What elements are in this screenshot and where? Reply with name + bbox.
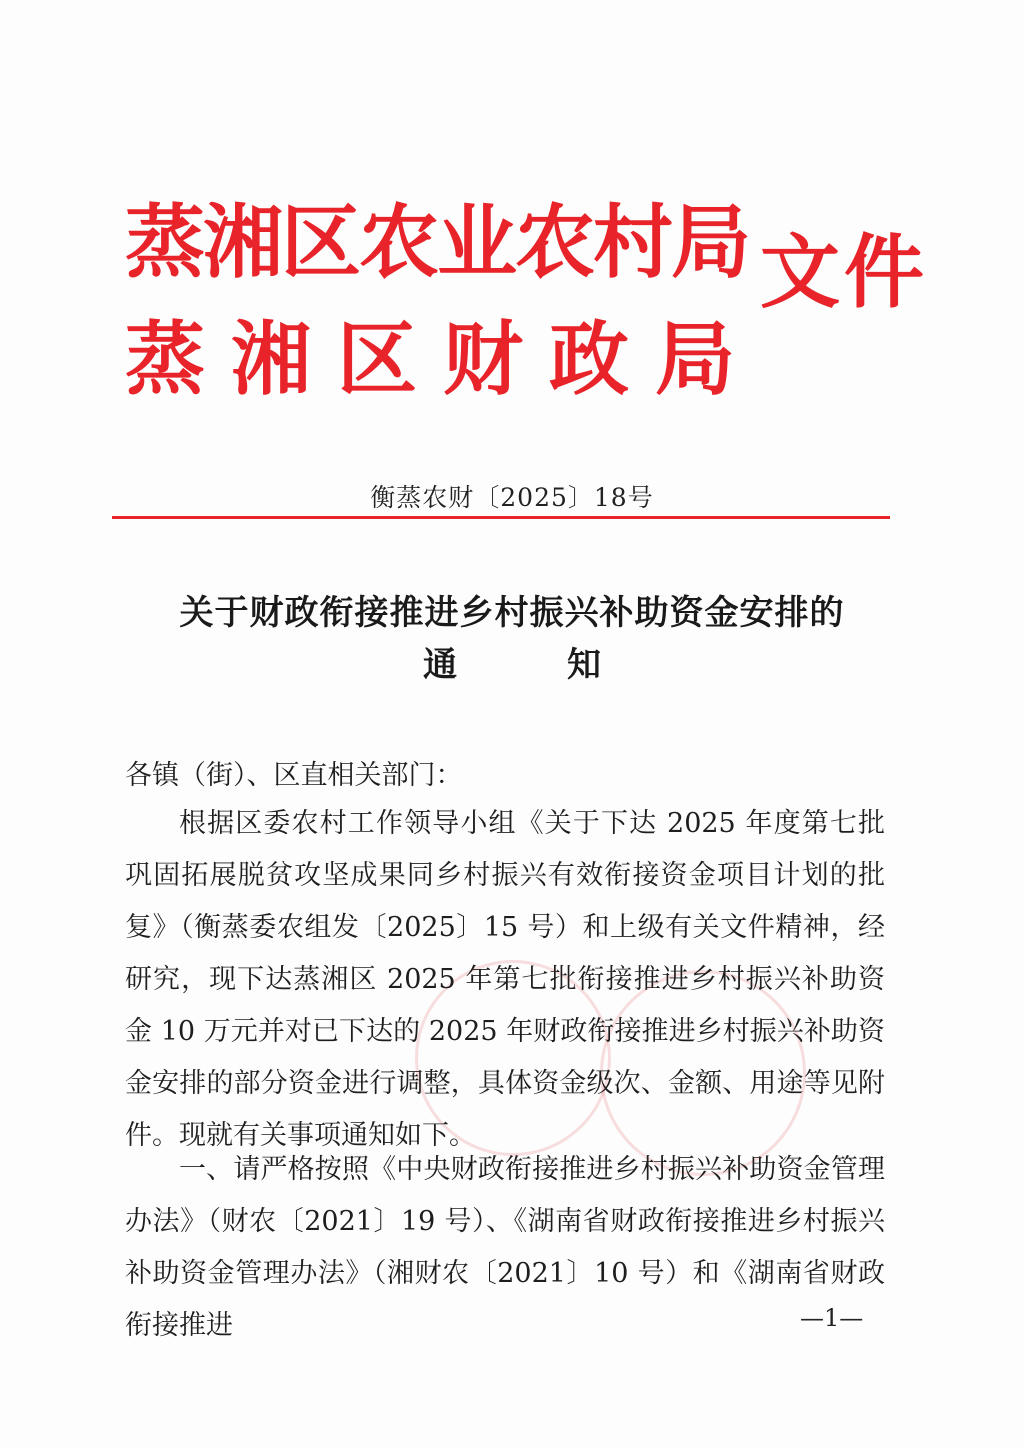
document-title-line2: 通知 bbox=[423, 645, 711, 685]
body-paragraph-1: 根据区委农村工作领导小组《关于下达 2025 年度第七批巩固拓展脱贫攻坚成果同乡村振兴有效衔接资金项目计划的批复》（衡蒸委农组发〔2025〕15 号）和上级有关文件精神，经研究，现下达蒸湘区 2025 年第七批衔接推进乡村振兴补助资金 10 万元并对已下达的 2025 年财政衔接推进乡村振兴补助资金安排的部分资金进行调整，具体资金级次、金额、用途等见附件。现就有关事项通知如下。 bbox=[125, 808, 885, 1151]
body-paragraph-2: 一、请严格按照《中央财政衔接推进乡村振兴补助资金管理办法》（财农〔2021〕19 号）、《湖南省财政衔接推进乡村振兴补助资金管理办法》（湘财农〔2021〕10 号）和《湖南省财政衔接推进 bbox=[125, 1154, 885, 1341]
document-number: 衡蒸农财〔2025〕18号 bbox=[370, 483, 654, 512]
document-title: 关于财政衔接推进乡村振兴补助资金安排的 bbox=[179, 593, 845, 633]
salutation: 各镇（街）、区直相关部门： bbox=[125, 760, 463, 791]
page-number: —1— bbox=[800, 1304, 864, 1332]
header-issuer-agriculture: 蒸湘区农业农村局 bbox=[125, 195, 749, 289]
header-document-label: 文件 bbox=[760, 225, 928, 319]
header-issuer-finance: 蒸湘区财政局 bbox=[125, 312, 761, 406]
header-divider bbox=[112, 516, 890, 519]
